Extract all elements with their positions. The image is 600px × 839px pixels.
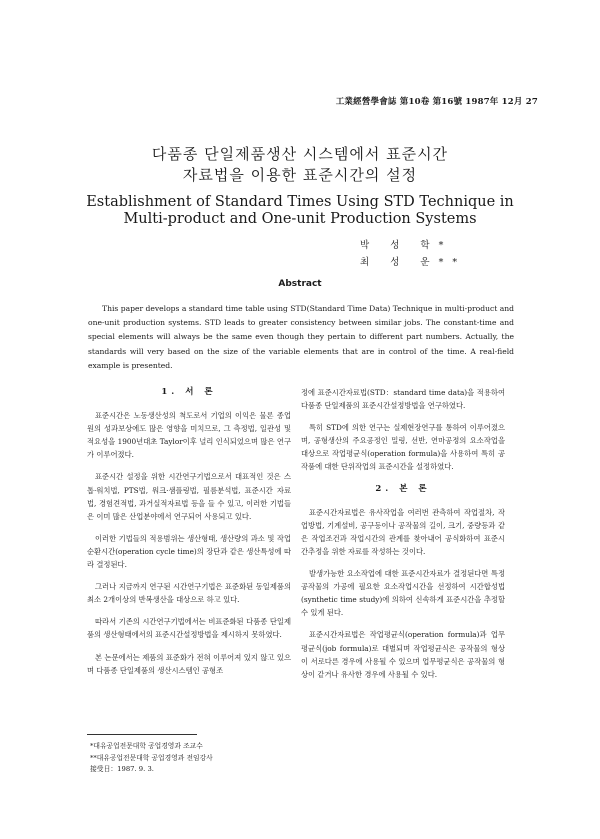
paragraph: 발생가능한 요소작업에 대한 표준시간자료가 결정된다면 특정공작물의 가공에 필요한 요소작업시간을 선정하여 시간합성법(synthetic time study)에 의하여 신속하게 표준시간을 추정할 수 있게 된다. [301, 569, 505, 618]
footnote-affiliation-1: *대유공업전문대학 공업경영과 조교수 [90, 742, 203, 750]
footnote-affiliation-2: **대유공업전문대학 공업경영과 전임강사 [90, 753, 213, 762]
paragraph: 표준시간은 노동생산성의 척도로서 기업의 이익은 물론 종업원의 성과보상에도 많은 영향을 미치므로, 그 측정법, 일관성 및 적요성을 1900년대초 Taylor이후 널리 인식되었으며 많은 연구가 이루어졌다. [87, 411, 291, 460]
received-date: 接受日：1987. 9. 3. [90, 765, 154, 773]
paragraph: 본 논문에서는 제품의 표준화가 전혀 이루어져 있지 않고 있으며 다품종 단일제품의 생산시스템인 공형조 [87, 652, 291, 675]
paragraph: 따라서 기존의 시간연구기법에서는 비표준화된 다품종 단일제품의 생산형태에서의 표준시간설정방법을 제시하지 못하였다. [87, 617, 291, 640]
paragraph: 표준시간 설정을 위한 시간연구기법으로서 대표적인 것은 스톱·워치법, PTS법, 워크·샘플링법, 필름분석법, 표준시간 자료법, 경험견적법, 과거실적자료법 등을 들 수 있고, 이러한 기법들은 이미 많은 산업분야에서 연구되어 사용되고 있다. [87, 472, 291, 521]
title-english-line-1: Establishment of Standard Times Using STD Technique in [86, 194, 514, 210]
abstract-text: This paper develops a standard time table using STD(Standard Time Data) Technique in multi-product and one-unit production systems. STD leads to greater consistency between similar jobs. The constant-time and special elements will always be the same even though they pertain to different part numbers. Actually, the standards will very based on the size of the variable elements that are in control of the time. A real-field example is presented. [88, 304, 514, 370]
paragraph: 표준시간자료법은 작업평균식(operation formula)과 업무평균식(job formula)로 대별되며 작업평균식은 공작물의 형상이 서로다른 경우에 사용될 수 있으며 업무평균식은 공작물의 형상이 같거나 유사한 경우에 사용될 수 있다. [301, 630, 505, 679]
abstract-heading: Abstract [278, 279, 322, 289]
title-english-line-2: Multi-product and One-unit Production Systems [123, 211, 477, 227]
section-heading-introduction: 1. 서 론 [161, 387, 217, 397]
author-list [360, 237, 466, 271]
paragraph: 표준시간자료법은 유사작업을 여러번 관측하여 작업절차, 작업방법, 기계설비, 공구등이나 공작물의 길이, 크기, 중량등과 같은 작업조건과 작업시간의 관계를 찾아내어 공식화하여 표준시간추정을 위한 자료를 작성하는 것이다. [301, 507, 505, 556]
author-2: 최 성 운** [360, 257, 467, 268]
title-korean-line-1: 다품종 단일제품생산 시스템에서 표준시간 [151, 145, 449, 163]
paragraph: 그러나 지금까지 연구된 시간연구기법은 표준화된 동일제품의 최소 2개이상의 반복생산을 대상으로 하고 있다. [87, 582, 291, 605]
title-korean-line-2: 자료법을 이용한 표준시간의 설정 [182, 166, 418, 184]
footnotes [90, 741, 213, 776]
right-column [301, 386, 505, 681]
paragraph: 특히 STD에 의한 연구는 실제현장연구를 통하여 이루어졌으며, 공형생산의 주요공정인 밀링, 선반, 연마공정의 요소작업을 대상으로 작업평균식(operation formula)을 사용하여 특히 공작품에 대한 단위작업의 표준시간을 설정하였다. [301, 423, 505, 472]
journal-header: 工業經營學會誌 第10卷 第16號 1987年 12月 27 [335, 97, 538, 107]
author-1: 박 성 학* [360, 240, 453, 251]
footnote-divider [87, 734, 197, 735]
paragraph: 이러한 기법들의 적용범위는 생산형태, 생산량의 과소 및 작업순환시간(operation cycle time)의 장단과 같은 생산특성에 따라 결정된다. [87, 533, 291, 570]
section-heading-body: 2. 본 론 [375, 483, 431, 494]
left-column [87, 386, 291, 677]
paragraph: 정에 표준시간자료법(STD：standard time data)을 적용하여 다품종 단일제품의 표준시간설정방법을 연구하였다. [301, 388, 505, 411]
